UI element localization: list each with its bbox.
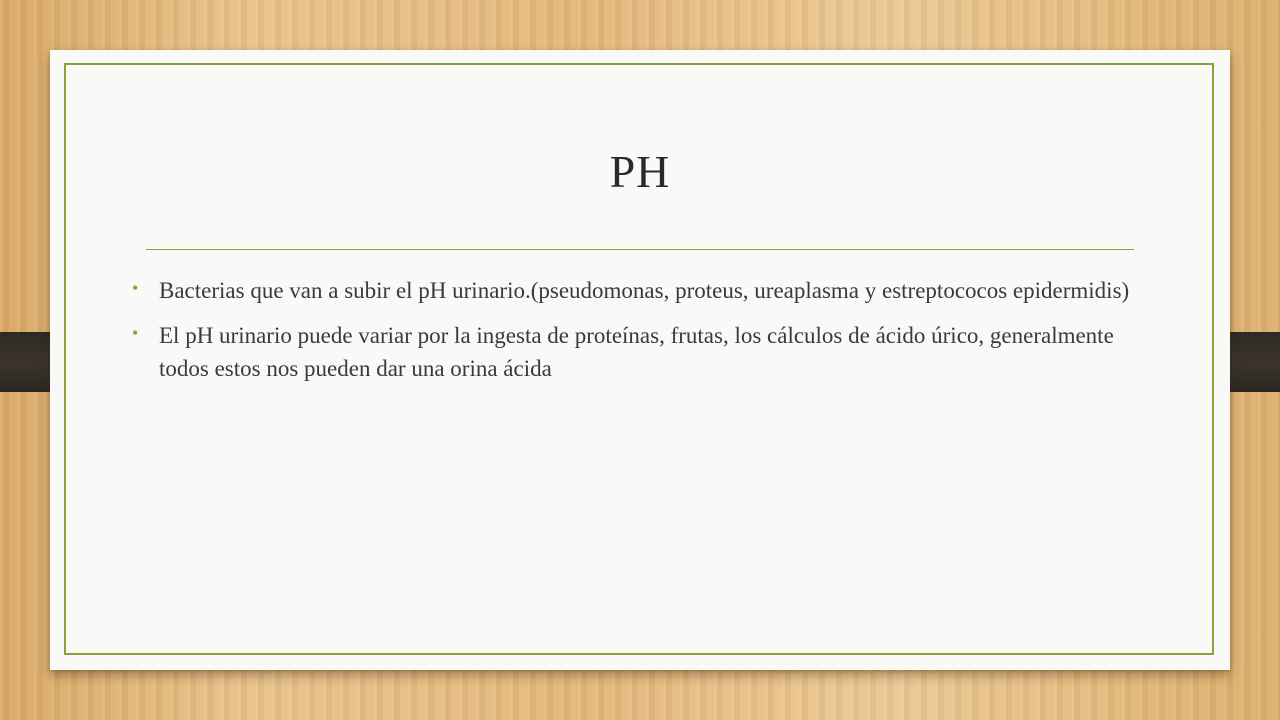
bullet-text: El pH urinario puede variar por la ingesta de proteínas, frutas, los cálculos de ácido úrico, generalmente todos estos nos pueden dar una orina ácida — [159, 323, 1114, 381]
slide-title: PH — [609, 146, 671, 197]
title-divider — [146, 249, 1134, 250]
list-item — [128, 274, 1138, 307]
bullet-dot-icon: • — [132, 323, 139, 343]
list-item — [128, 319, 1138, 385]
slide — [50, 50, 1230, 670]
bullet-list — [128, 274, 1138, 397]
bullet-text: Bacterias que van a subir el pH urinario.(pseudomonas, proteus, ureaplasma y estreptococos epidermidis) — [159, 278, 1130, 303]
bullet-dot-icon: • — [132, 278, 139, 298]
